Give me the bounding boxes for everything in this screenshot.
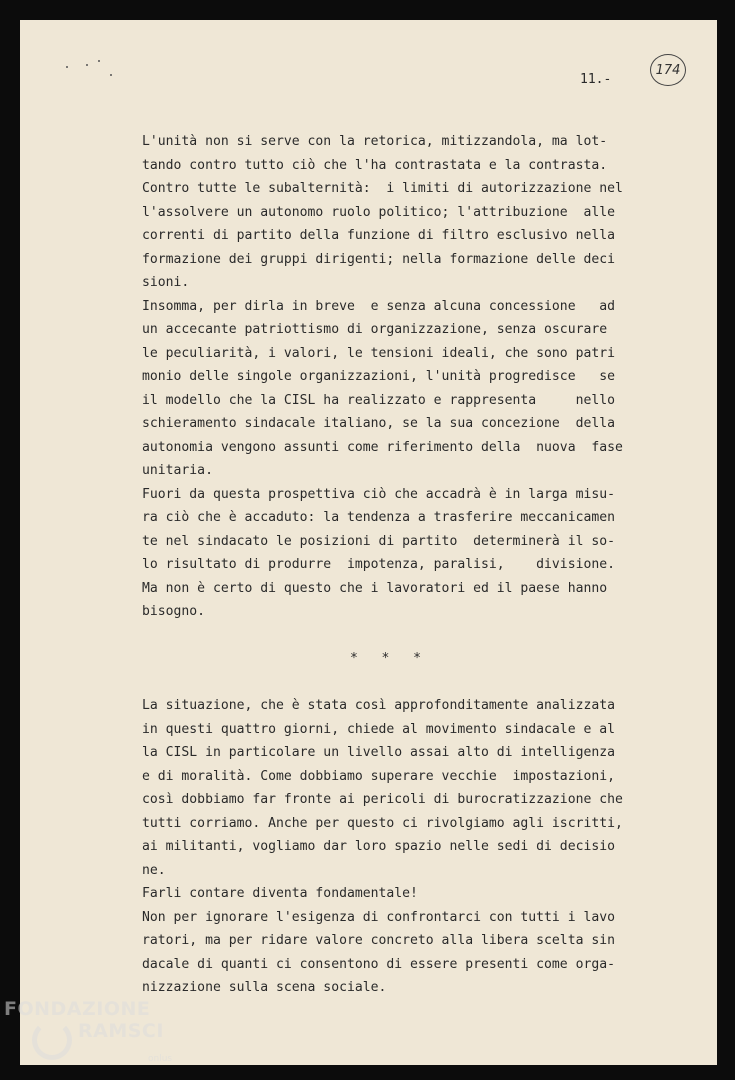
text-line: Fuori da questa prospettiva ciò che accadrà è in larga misu- <box>142 486 615 502</box>
text-line: l'assolvere un autonomo ruolo politico; l'attribuzione alle <box>142 204 615 220</box>
text-line: correnti di partito della funzione di filtro esclusivo nella <box>142 228 615 243</box>
watermark-line-1: FONDAZIONE <box>4 998 151 1020</box>
body-text <box>142 130 632 1000</box>
text-line: il modello che la CISL ha realizzato e rappresenta nello <box>142 392 615 408</box>
text-line: le peculiarità, i valori, le tensioni ideali, che sono patri <box>142 345 615 361</box>
text-line: Non per ignorare l'esigenza di confrontarci con tutti i lavo <box>142 909 615 925</box>
section-separator: * * * <box>350 651 421 666</box>
text-line: lo risultato di produrre impotenza, paralisi, divisione. <box>142 557 615 572</box>
text-line: la CISL in particolare un livello assai alto di intelligenza <box>142 745 615 760</box>
text-line: unitaria. <box>142 463 213 478</box>
text-line: bisogno. <box>142 604 206 619</box>
text-line: ai militanti, vogliamo dar loro spazio nelle sedi di decisio <box>142 839 615 854</box>
paragraph-1 <box>142 130 632 624</box>
watermark-g-logo <box>32 1020 72 1060</box>
text-line: e di moralità. Come dobbiamo superare vecchie impostazioni, <box>142 768 615 784</box>
paragraph-2 <box>142 694 632 1000</box>
text-line: autonomia vengono assunti come riferimento della nuova fase <box>142 439 623 455</box>
text-line: tutti corriamo. Anche per questo ci rivolgiamo agli iscritti, <box>142 815 623 831</box>
watermark-line-3: onlus <box>148 1054 173 1064</box>
text-line: ne. <box>142 862 166 878</box>
text-line: Ma non è certo di questo che i lavoratori ed il paese hanno <box>142 580 608 596</box>
text-line: tando contro tutto ciò che l'ha contrastata e la contrasta. <box>142 157 608 173</box>
archive-stamp: 174 <box>650 54 686 86</box>
text-line: sioni. <box>142 275 190 290</box>
text-line: Insomma, per dirla in breve e senza alcuna concessione ad <box>142 298 615 314</box>
page-number: 11.- <box>580 72 612 87</box>
text-line: La situazione, che è stata così approfonditamente analizzata <box>142 698 615 713</box>
text-line: L'unità non si serve con la retorica, mitizzandola, ma lot- <box>142 134 608 149</box>
text-line: ra ciò che è accaduto: la tendenza a trasferire meccanicamen <box>142 510 615 525</box>
text-line: un accecante patriottismo di organizzazione, senza oscurare <box>142 322 608 337</box>
text-line: Contro tutte le subalternità: i limiti di autorizzazione nel <box>142 181 623 196</box>
text-line: formazione dei gruppi dirigenti; nella formazione delle deci <box>142 251 615 267</box>
text-line: te nel sindacato le posizioni di partito determinerà il so- <box>142 533 615 549</box>
text-line: così dobbiamo far fronte ai pericoli di burocratizzazione che <box>142 792 623 807</box>
text-line: Farli contare diventa fondamentale! <box>142 886 418 901</box>
text-line: nizzazione sulla scena sociale. <box>142 980 387 995</box>
text-line: ratori, ma per ridare valore concreto alla libera scelta sin <box>142 933 615 948</box>
document-page <box>20 20 717 1065</box>
text-line: in questi quattro giorni, chiede al movimento sindacale e al <box>142 721 615 737</box>
text-line: monio delle singole organizzazioni, l'unità progredisce se <box>142 369 615 384</box>
text-line: schieramento sindacale italiano, se la sua concezione della <box>142 416 615 431</box>
text-line: dacale di quanti ci consentono di essere presenti come orga- <box>142 956 615 972</box>
watermark-line-2: RAMSCI <box>78 1020 164 1042</box>
